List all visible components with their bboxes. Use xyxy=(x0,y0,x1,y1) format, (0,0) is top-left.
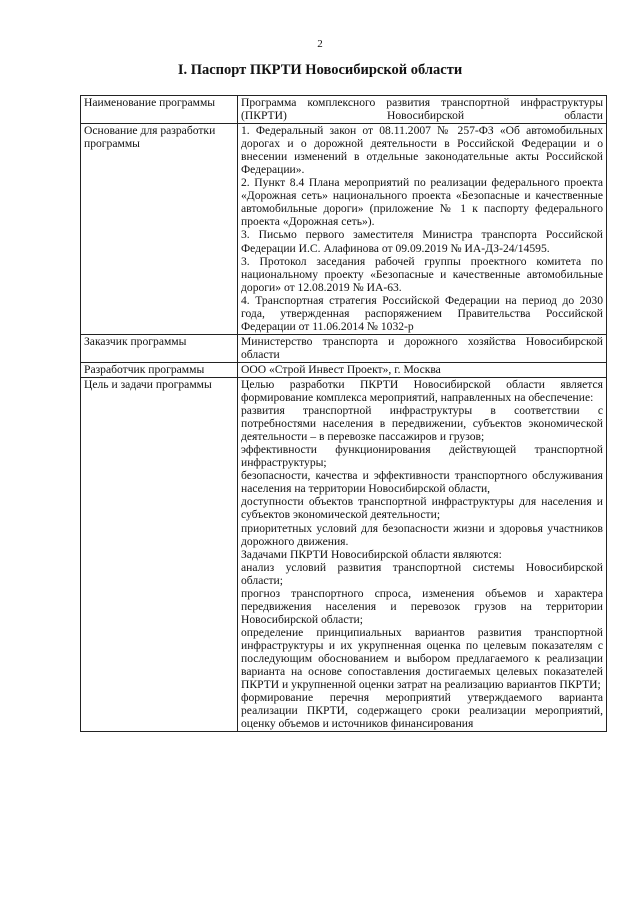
paragraph: развития транспортной инфраструктуры в соответствии с потребностями населения в передвижении, субъектов экономической деятельности – в перевозке пассажиров и грузов; xyxy=(241,404,603,444)
paragraph: формирование перечня мероприятий утверждаемого варианта реализации ПКРТИ, содержащего сроки реализации мероприятий, оценку объемов и источников финансирования xyxy=(241,691,603,731)
paragraph: приоритетных условий для безопасности жизни и здоровья участников дорожного движения. xyxy=(241,521,603,548)
row-label: Разработчик программы xyxy=(81,362,238,377)
row-content xyxy=(238,377,607,731)
passport-table xyxy=(80,95,607,732)
paragraph: доступности объектов транспортной инфраструктуры для населения и субъектов экономической деятельности; xyxy=(241,495,603,522)
paragraph: Программа комплексного развития транспортной инфраструктуры (ПКРТИ) Новосибирской области xyxy=(241,96,603,123)
table-row xyxy=(81,334,607,362)
paragraph: 4. Транспортная стратегия Российской Федерации на период до 2030 года, утвержденная распоряжением Правительства Российской Федерации от 11.06.2014 № 1032-р xyxy=(241,293,603,333)
table-row xyxy=(81,124,607,335)
paragraph: эффективности функционирования действующей транспортной инфраструктуры; xyxy=(241,443,603,470)
paragraph: 3. Протокол заседания рабочей группы проектного комитета по национальному проекту «Безопасные и качественные автомобильные дороги» от 12.08.2019 № ИА-63. xyxy=(241,254,603,294)
row-content xyxy=(238,96,607,124)
row-label: Заказчик программы xyxy=(81,334,238,362)
document-title: I. Паспорт ПКРТИ Новосибирской области xyxy=(177,62,463,78)
row-content xyxy=(238,362,607,377)
row-content xyxy=(238,334,607,362)
paragraph: ООО «Строй Инвест Проект», г. Москва xyxy=(241,362,441,376)
paragraph: Задачами ПКРТИ Новосибирской области являются: xyxy=(241,547,502,561)
row-label: Цель и задачи программы xyxy=(81,377,238,731)
paragraph: 2. Пункт 8.4 Плана мероприятий по реализации федерального проекта «Дорожная сеть» национального проекта «Безопасные и качественные автомобильные дороги» (приложение № 1 к паспорту федерального проекта «Дорожная сеть»). xyxy=(241,176,603,229)
paragraph: прогноз транспортного спроса, изменения объемов и характера передвижения населения и перевозок грузов на территории Новосибирской области; xyxy=(241,586,603,626)
table-row xyxy=(81,96,607,124)
paragraph: безопасности, качества и эффективности транспортного обслуживания населения на территории Новосибирской области, xyxy=(241,469,603,496)
paragraph: анализ условий развития транспортной системы Новосибирской области; xyxy=(241,560,603,587)
paragraph: определение принципиальных вариантов развития транспортной инфраструктуры и их укрупненная оценка по целевым показателям с последующим обоснованием и выбором предлагаемого к реализации варианта на основе сопоставления достигаемых целевых показателей ПКРТИ и укрупненной оценки затрат на реализацию вариантов ПКРТИ; xyxy=(241,625,603,692)
paragraph: Целью разработки ПКРТИ Новосибирской области является формирование комплекса мероприятий, направленных на обеспечение: xyxy=(241,377,603,405)
paragraph: 3. Письмо первого заместителя Министра транспорта Российской Федерации И.С. Алафинова от 09.09.2019 № ИА-ДЗ-24/14595. xyxy=(241,228,603,255)
paragraph: Министерство транспорта и дорожного хозяйства Новосибирской области xyxy=(241,334,603,361)
page-number: 2 xyxy=(317,38,323,50)
row-content xyxy=(238,124,607,335)
row-label: Основание для разработки программы xyxy=(81,124,238,335)
paragraph: 1. Федеральный закон от 08.11.2007 № 257-ФЗ «Об автомобильных дорогах и о дорожной деятельности в Российской Федерации и о внесении изменений в отдельные законодательные акты Российской Федерации». xyxy=(241,124,603,177)
table-row xyxy=(81,377,607,731)
row-label: Наименование программы xyxy=(81,96,238,124)
table-row xyxy=(81,362,607,377)
